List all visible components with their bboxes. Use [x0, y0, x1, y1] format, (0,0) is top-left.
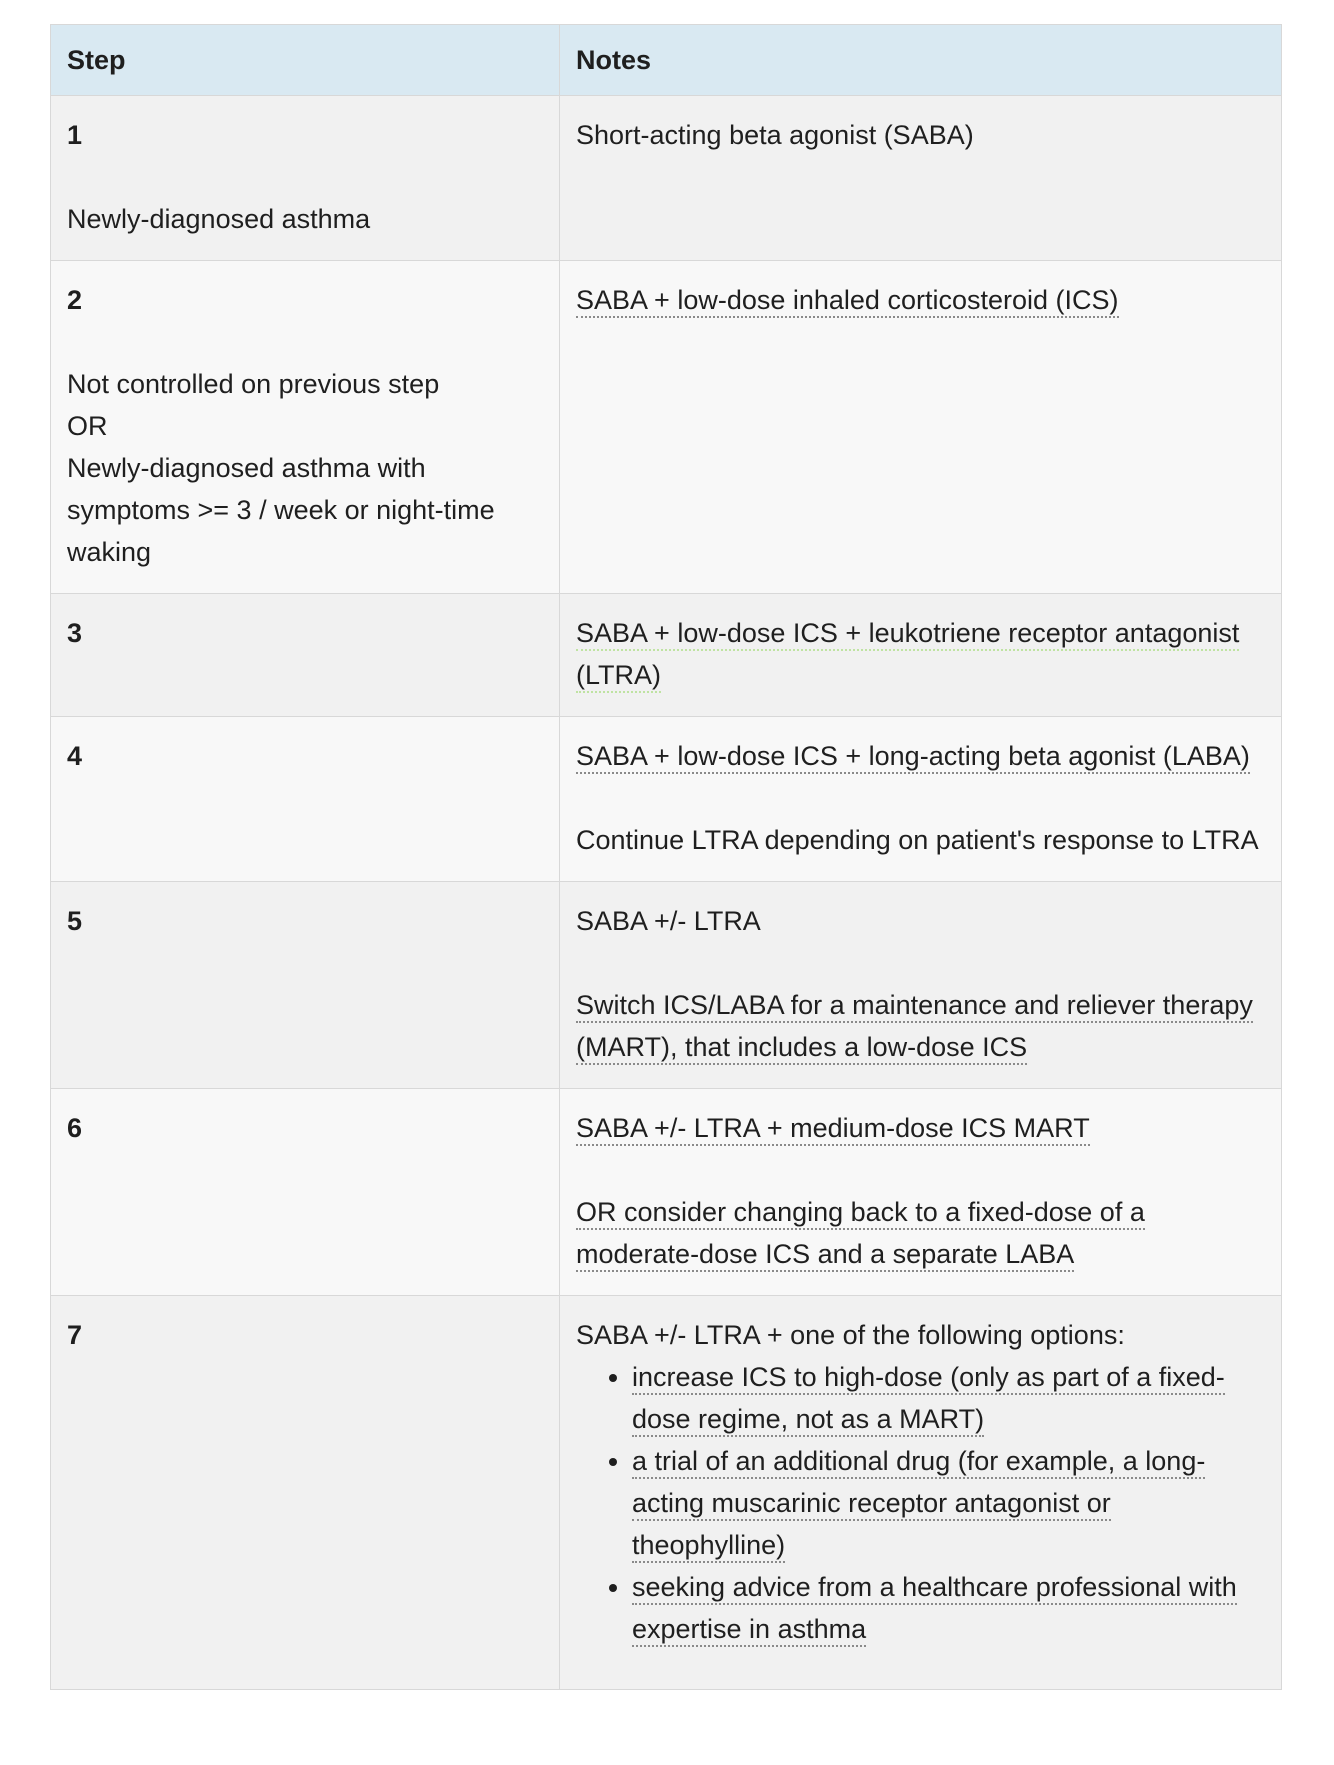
table-row [51, 882, 1282, 1089]
column-header-notes: Notes [560, 25, 1282, 96]
option-link[interactable]: increase ICS to high-dose (only as part of a fixed-dose regime, not as a MART) [632, 1362, 1225, 1437]
note-link[interactable]: SABA + low-dose ICS + leukotriene receptor antagonist (LTRA) [576, 618, 1239, 693]
notes-cell [560, 594, 1282, 717]
notes-cell [560, 717, 1282, 882]
asthma-steps-table-container [50, 24, 1281, 1690]
notes-cell [560, 882, 1282, 1089]
step-number: 4 [67, 741, 83, 771]
table-row [51, 261, 1282, 594]
step-detail-line: Newly-diagnosed asthma with symptoms >= 3 / week or night-time waking [67, 453, 495, 567]
column-header-step: Step [51, 25, 560, 96]
step-cell [51, 1089, 560, 1296]
table-row [51, 1296, 1282, 1690]
option-link[interactable]: a trial of an additional drug (for example, a long-acting muscarinic receptor antagonist or theophylline) [632, 1446, 1205, 1563]
list-item [632, 1566, 1265, 1650]
step-detail-line: OR [67, 411, 108, 441]
notes-cell [560, 96, 1282, 261]
note-text: SABA +/- LTRA [576, 906, 761, 936]
notes-cell [560, 1089, 1282, 1296]
note-link[interactable]: SABA +/- LTRA + medium-dose ICS MART [576, 1113, 1090, 1146]
step-detail-line: Not controlled on previous step [67, 369, 440, 399]
step-cell [51, 96, 560, 261]
step-number: 5 [67, 906, 83, 936]
note-link[interactable]: SABA + low-dose inhaled corticosteroid (ICS) [576, 285, 1119, 318]
table-header-row [51, 25, 1282, 96]
notes-cell [560, 1296, 1282, 1690]
table-row [51, 594, 1282, 717]
list-item [632, 1356, 1265, 1440]
step-detail: Newly-diagnosed asthma [67, 204, 371, 234]
step-cell [51, 594, 560, 717]
notes-cell [560, 261, 1282, 594]
asthma-steps-table [50, 24, 1282, 1690]
note-link[interactable]: Switch ICS/LABA for a maintenance and reliever therapy (MART), that includes a low-dose ICS [576, 990, 1253, 1065]
note-text: Continue LTRA depending on patient's response to LTRA [576, 825, 1259, 855]
note-text: SABA +/- LTRA + one of the following options: [576, 1320, 1125, 1350]
options-list [576, 1356, 1265, 1650]
step-cell [51, 882, 560, 1089]
step-number: 6 [67, 1113, 83, 1143]
table-row [51, 1089, 1282, 1296]
step-cell [51, 1296, 560, 1690]
step-number: 1 [67, 120, 83, 150]
step-cell [51, 717, 560, 882]
note-link[interactable]: SABA + low-dose ICS + long-acting beta agonist (LABA) [576, 741, 1250, 774]
step-number: 7 [67, 1320, 83, 1350]
step-number: 2 [67, 285, 83, 315]
note-link[interactable]: OR consider changing back to a fixed-dose of a moderate-dose ICS and a separate LABA [576, 1197, 1145, 1272]
list-item [632, 1440, 1265, 1566]
step-number: 3 [67, 618, 83, 648]
note-text: Short-acting beta agonist (SABA) [576, 120, 974, 150]
table-row [51, 717, 1282, 882]
option-link[interactable]: seeking advice from a healthcare professional with expertise in asthma [632, 1572, 1237, 1647]
step-cell [51, 261, 560, 594]
table-row [51, 96, 1282, 261]
